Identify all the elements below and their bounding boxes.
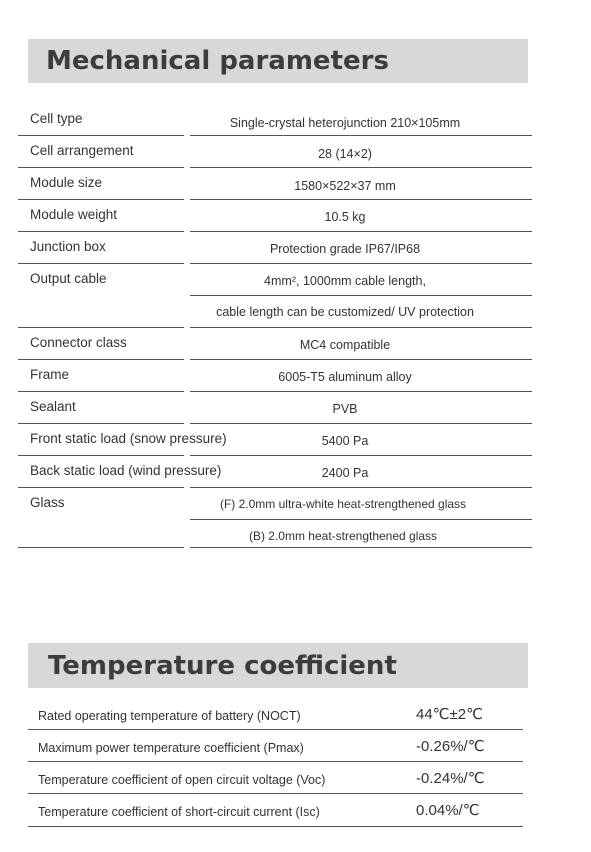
divider	[18, 327, 184, 328]
divider	[190, 167, 532, 168]
label-pmax: Maximum power temperature coefficient (Pmax)	[38, 741, 304, 755]
temperature-coefficient-header	[28, 643, 528, 688]
value-junction-box: Protection grade IP67/IP68	[269, 242, 421, 256]
label-sealant: Sealant	[30, 399, 76, 414]
divider	[18, 199, 184, 200]
divider	[190, 263, 532, 264]
divider	[190, 327, 532, 328]
divider	[18, 391, 184, 392]
value-module-weight: 10.5 kg	[324, 210, 366, 224]
divider	[18, 359, 184, 360]
divider	[190, 231, 532, 232]
label-module-weight: Module weight	[30, 207, 118, 222]
label-cell-type: Cell type	[30, 111, 83, 126]
mechanical-parameters-header	[28, 39, 528, 83]
value-frame: 6005-T5 aluminum alloy	[278, 370, 412, 384]
value-output-cable-line2: cable length can be customized/ UV protection	[216, 305, 474, 319]
label-junction-box: Junction box	[30, 239, 106, 254]
divider	[28, 826, 523, 827]
divider	[18, 547, 184, 548]
label-noct: Rated operating temperature of battery (NOCT)	[38, 709, 301, 723]
divider	[28, 761, 523, 762]
label-glass: Glass	[30, 495, 65, 510]
divider	[190, 519, 532, 520]
value-sealant: PVB	[332, 402, 358, 416]
label-cell-arrangement: Cell arrangement	[30, 143, 134, 158]
label-isc: Temperature coefficient of short-circuit current (Isc)	[38, 805, 320, 819]
divider	[190, 487, 532, 488]
divider	[190, 423, 532, 424]
label-connector-class: Connector class	[30, 335, 127, 350]
divider	[18, 135, 184, 136]
value-cell-type: Single-crystal heterojunction 210×105mm	[229, 116, 461, 130]
divider	[18, 167, 184, 168]
label-module-size: Module size	[30, 175, 103, 190]
value-noct: 44℃±2℃	[416, 706, 483, 723]
value-connector-class: MC4 compatible	[299, 338, 391, 352]
divider	[28, 793, 523, 794]
value-isc: 0.04%/℃	[416, 802, 480, 819]
divider	[190, 391, 532, 392]
value-glass-front: (F) 2.0mm ultra-white heat-strengthened glass	[219, 497, 467, 511]
divider	[18, 423, 184, 424]
value-glass-back: (B) 2.0mm heat-strengthened glass	[248, 529, 438, 543]
divider	[18, 455, 184, 456]
divider	[190, 359, 532, 360]
divider	[18, 231, 184, 232]
label-front-static-load: Front static load (snow pressure)	[30, 431, 227, 446]
label-voc: Temperature coefficient of open circuit voltage (Voc)	[38, 773, 326, 787]
divider	[18, 487, 184, 488]
divider	[28, 729, 523, 730]
temperature-coefficient-title: Temperature coefficient	[48, 650, 397, 681]
divider	[190, 295, 532, 296]
value-pmax: -0.26%/℃	[416, 738, 485, 755]
divider	[18, 263, 184, 264]
divider	[190, 547, 532, 548]
label-frame: Frame	[30, 367, 70, 382]
value-back-static-load: 2400 Pa	[321, 466, 369, 480]
value-module-size: 1580×522×37 mm	[294, 179, 396, 193]
divider	[190, 455, 532, 456]
value-cell-arrangement: 28 (14×2)	[318, 147, 372, 161]
value-output-cable: 4mm², 1000mm cable length,	[264, 274, 426, 288]
value-voc: -0.24%/℃	[416, 770, 485, 787]
divider	[190, 199, 532, 200]
label-back-static-load: Back static load (wind pressure)	[30, 463, 222, 478]
mechanical-parameters-title: Mechanical parameters	[46, 46, 389, 76]
divider	[190, 135, 532, 136]
value-front-static-load: 5400 Pa	[321, 434, 369, 448]
label-output-cable: Output cable	[30, 271, 107, 286]
